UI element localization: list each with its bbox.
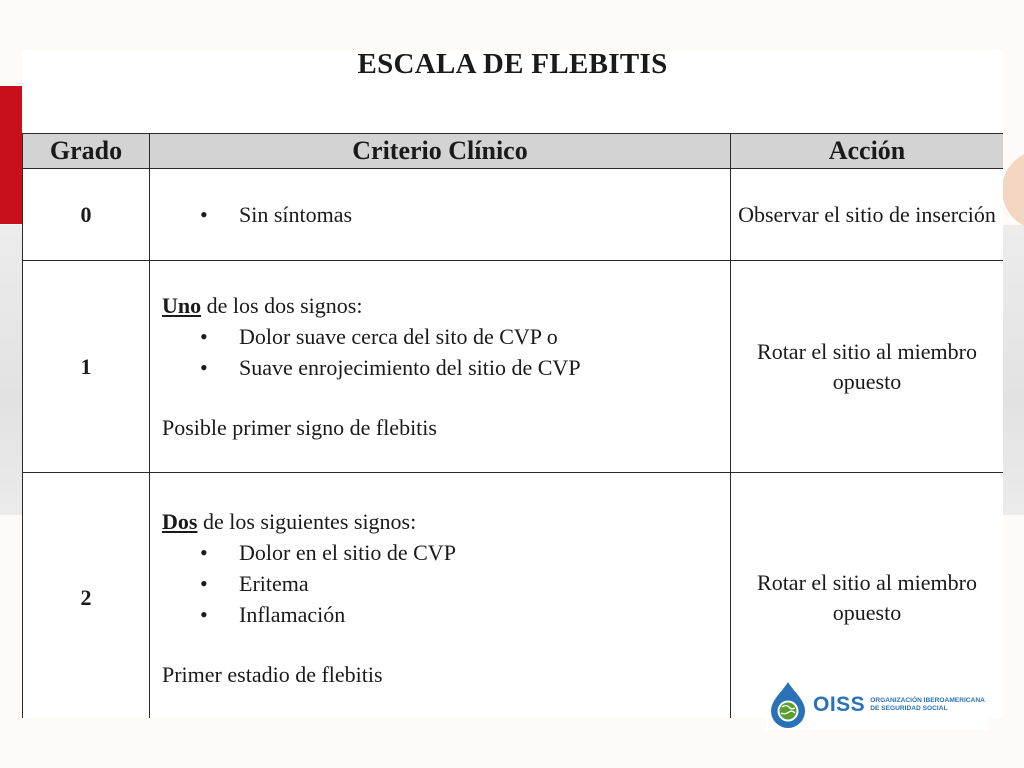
oiss-logo (766, 680, 988, 730)
sign-list (162, 199, 730, 230)
sign-item: • Dolor en el sitio de CVP (162, 537, 730, 568)
criteria-lead (162, 290, 730, 321)
action-cell: Rotar el sitio al miembro opuesto (731, 261, 1004, 473)
criteria-note: Posible primer signo de flebitis (162, 415, 437, 440)
header-criteria: Criterio Clínico (150, 134, 731, 169)
action-cell: Observar el sitio de inserción (731, 169, 1004, 261)
criteria-lead-text: de los siguientes signos: (197, 508, 417, 534)
criteria-lead-emphasis: Dos (162, 508, 198, 534)
sign-item: • Dolor suave cerca del sito de CVP o (162, 321, 730, 352)
criteria-cell (150, 169, 731, 261)
criteria-lead (162, 506, 730, 537)
grade-cell: 0 (23, 169, 150, 261)
sign-item: • Suave enrojecimiento del sitio de CVP (162, 352, 730, 383)
grade-cell: 2 (23, 473, 150, 719)
header-grade: Grado (23, 134, 150, 169)
phlebitis-scale-table (22, 133, 1003, 718)
oiss-drop-globe-icon (766, 680, 810, 730)
document-title: ESCALA DE FLEBITIS (357, 50, 668, 80)
table-row (23, 261, 1004, 473)
oiss-tagline: ORGANIZACIÓN IBEROAMERICANA DE SEGURIDAD SOCIAL (870, 697, 985, 712)
header-action: Acción (731, 134, 1004, 169)
table-header-row (23, 134, 1004, 169)
criteria-lead-emphasis: Uno (162, 293, 202, 318)
hand-edge-image (1002, 150, 1024, 230)
sign-item: • Eritema (162, 568, 730, 599)
oiss-wordmark: OISS (813, 693, 866, 716)
red-accent-bar (0, 86, 22, 224)
criteria-cell (150, 261, 731, 473)
sign-list (162, 537, 730, 630)
criteria-note: Primer estadio de flebitis (162, 661, 383, 687)
sign-item: • Inflamación (162, 599, 730, 630)
document-sheet (22, 50, 1003, 718)
action-cell: Rotar el sitio al miembro opuesto (731, 473, 1004, 719)
table-row (23, 169, 1004, 261)
criteria-cell (150, 473, 731, 719)
grade-cell: 1 (23, 261, 150, 473)
criteria-lead-text: de los dos signos: (201, 293, 363, 318)
sign-list (162, 321, 730, 383)
sign-item: • Sin síntomas (162, 199, 730, 230)
